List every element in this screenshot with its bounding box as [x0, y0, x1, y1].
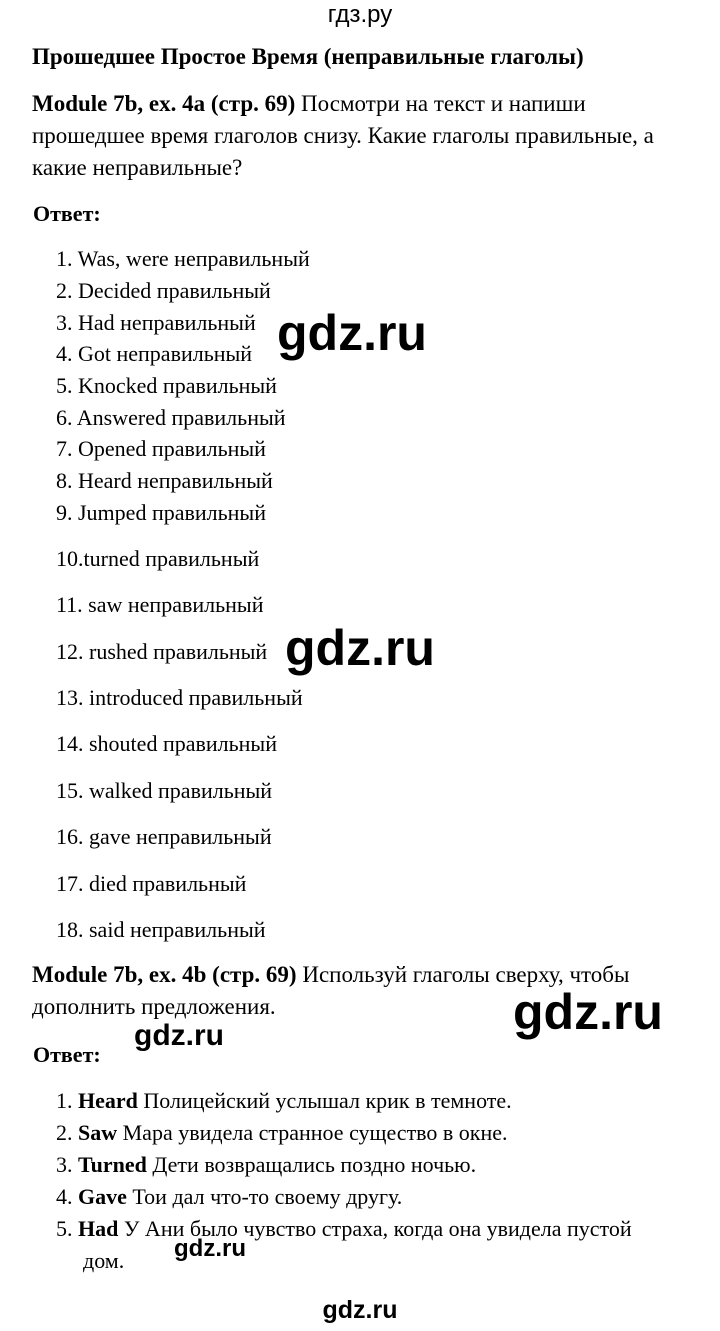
- item-text: У Ани было чувство страха, когда она увидела пустой: [123, 1216, 632, 1241]
- task-4a-ref: Module 7b, ex. 4a (стр. 69): [32, 91, 296, 116]
- item-verb: Heard: [78, 1088, 138, 1113]
- list-item: [56, 1088, 512, 1114]
- list-item: [56, 1184, 402, 1210]
- watermark: gdz.ru: [513, 984, 663, 1040]
- answer-label-1: Ответ:: [33, 201, 101, 226]
- item-number: 1.: [56, 1088, 73, 1113]
- list-item: [56, 1152, 476, 1178]
- list-item: 3. Had неправильный: [56, 310, 256, 335]
- item-number: 2.: [56, 1120, 73, 1145]
- list-item: 6. Answered правильный: [56, 405, 286, 430]
- answer-label-2: Ответ:: [33, 1042, 101, 1067]
- task-4a: [32, 88, 692, 184]
- item-number: 4.: [56, 1184, 73, 1209]
- task-4b-line2: дополнить предложения.: [32, 994, 276, 1019]
- list-item: 1. Was, were неправильный: [56, 246, 310, 271]
- list-item: 15. walked правильный: [56, 778, 273, 803]
- item-verb: Had: [78, 1216, 119, 1241]
- item-verb: Saw: [78, 1120, 118, 1145]
- list-item: 11. saw неправильный: [56, 592, 264, 617]
- list-item: 9. Jumped правильный: [56, 500, 266, 525]
- site-header: гдз.ру: [327, 1, 393, 28]
- task-4b-line1: Используй глаголы сверху, чтобы: [302, 962, 630, 987]
- list-item: 17. died правильный: [56, 871, 247, 896]
- list-item: 12. rushed правильный: [56, 639, 268, 664]
- item-number: 5.: [56, 1216, 73, 1241]
- watermark: gdz.ru: [277, 305, 427, 361]
- task-4a-line2: прошедшее время глаголов снизу. Какие глаголы правильные, а: [32, 123, 654, 148]
- list-item: 13. introduced правильный: [56, 685, 303, 710]
- watermark: gdz.ru: [134, 1019, 224, 1052]
- item-text: Тои дал что-то своему другу.: [132, 1184, 403, 1209]
- list-item: 7. Opened правильный: [56, 436, 266, 461]
- item-verb: Gave: [78, 1184, 127, 1209]
- list-item: 5. Knocked правильный: [56, 373, 277, 398]
- list-item: 8. Heard неправильный: [56, 468, 273, 493]
- site-footer: gdz.ru: [322, 1296, 398, 1324]
- list-item: 4. Got неправильный: [56, 341, 253, 366]
- item-text: Полицейский услышал крик в темноте.: [143, 1088, 512, 1113]
- item-number: 3.: [56, 1152, 73, 1177]
- item-text: Мара увидела странное существо в окне.: [122, 1120, 508, 1145]
- list-item: 18. said неправильный: [56, 917, 266, 942]
- item-text: Дети возвращались поздно ночью.: [152, 1152, 477, 1177]
- task-4b-ref: Module 7b, ex. 4b (стр. 69): [32, 962, 297, 987]
- list-item-continuation: дом.: [83, 1248, 125, 1273]
- watermark: gdz.ru: [285, 620, 435, 676]
- list-item: 14. shouted правильный: [56, 731, 277, 756]
- list-item: 10.turned правильный: [56, 546, 260, 571]
- watermark: gdz.ru: [174, 1235, 246, 1262]
- task-4a-line3: какие неправильные?: [32, 155, 243, 180]
- item-verb: Turned: [78, 1152, 147, 1177]
- list-item: 2. Decided правильный: [56, 278, 271, 303]
- task-4a-line1: Посмотри на текст и напиши: [301, 91, 586, 116]
- list-item: [56, 1216, 632, 1242]
- list-item: [56, 1120, 508, 1146]
- list-item: 16. gave неправильный: [56, 824, 272, 849]
- page-title: Прошедшее Простое Время (неправильные глаголы): [32, 44, 584, 69]
